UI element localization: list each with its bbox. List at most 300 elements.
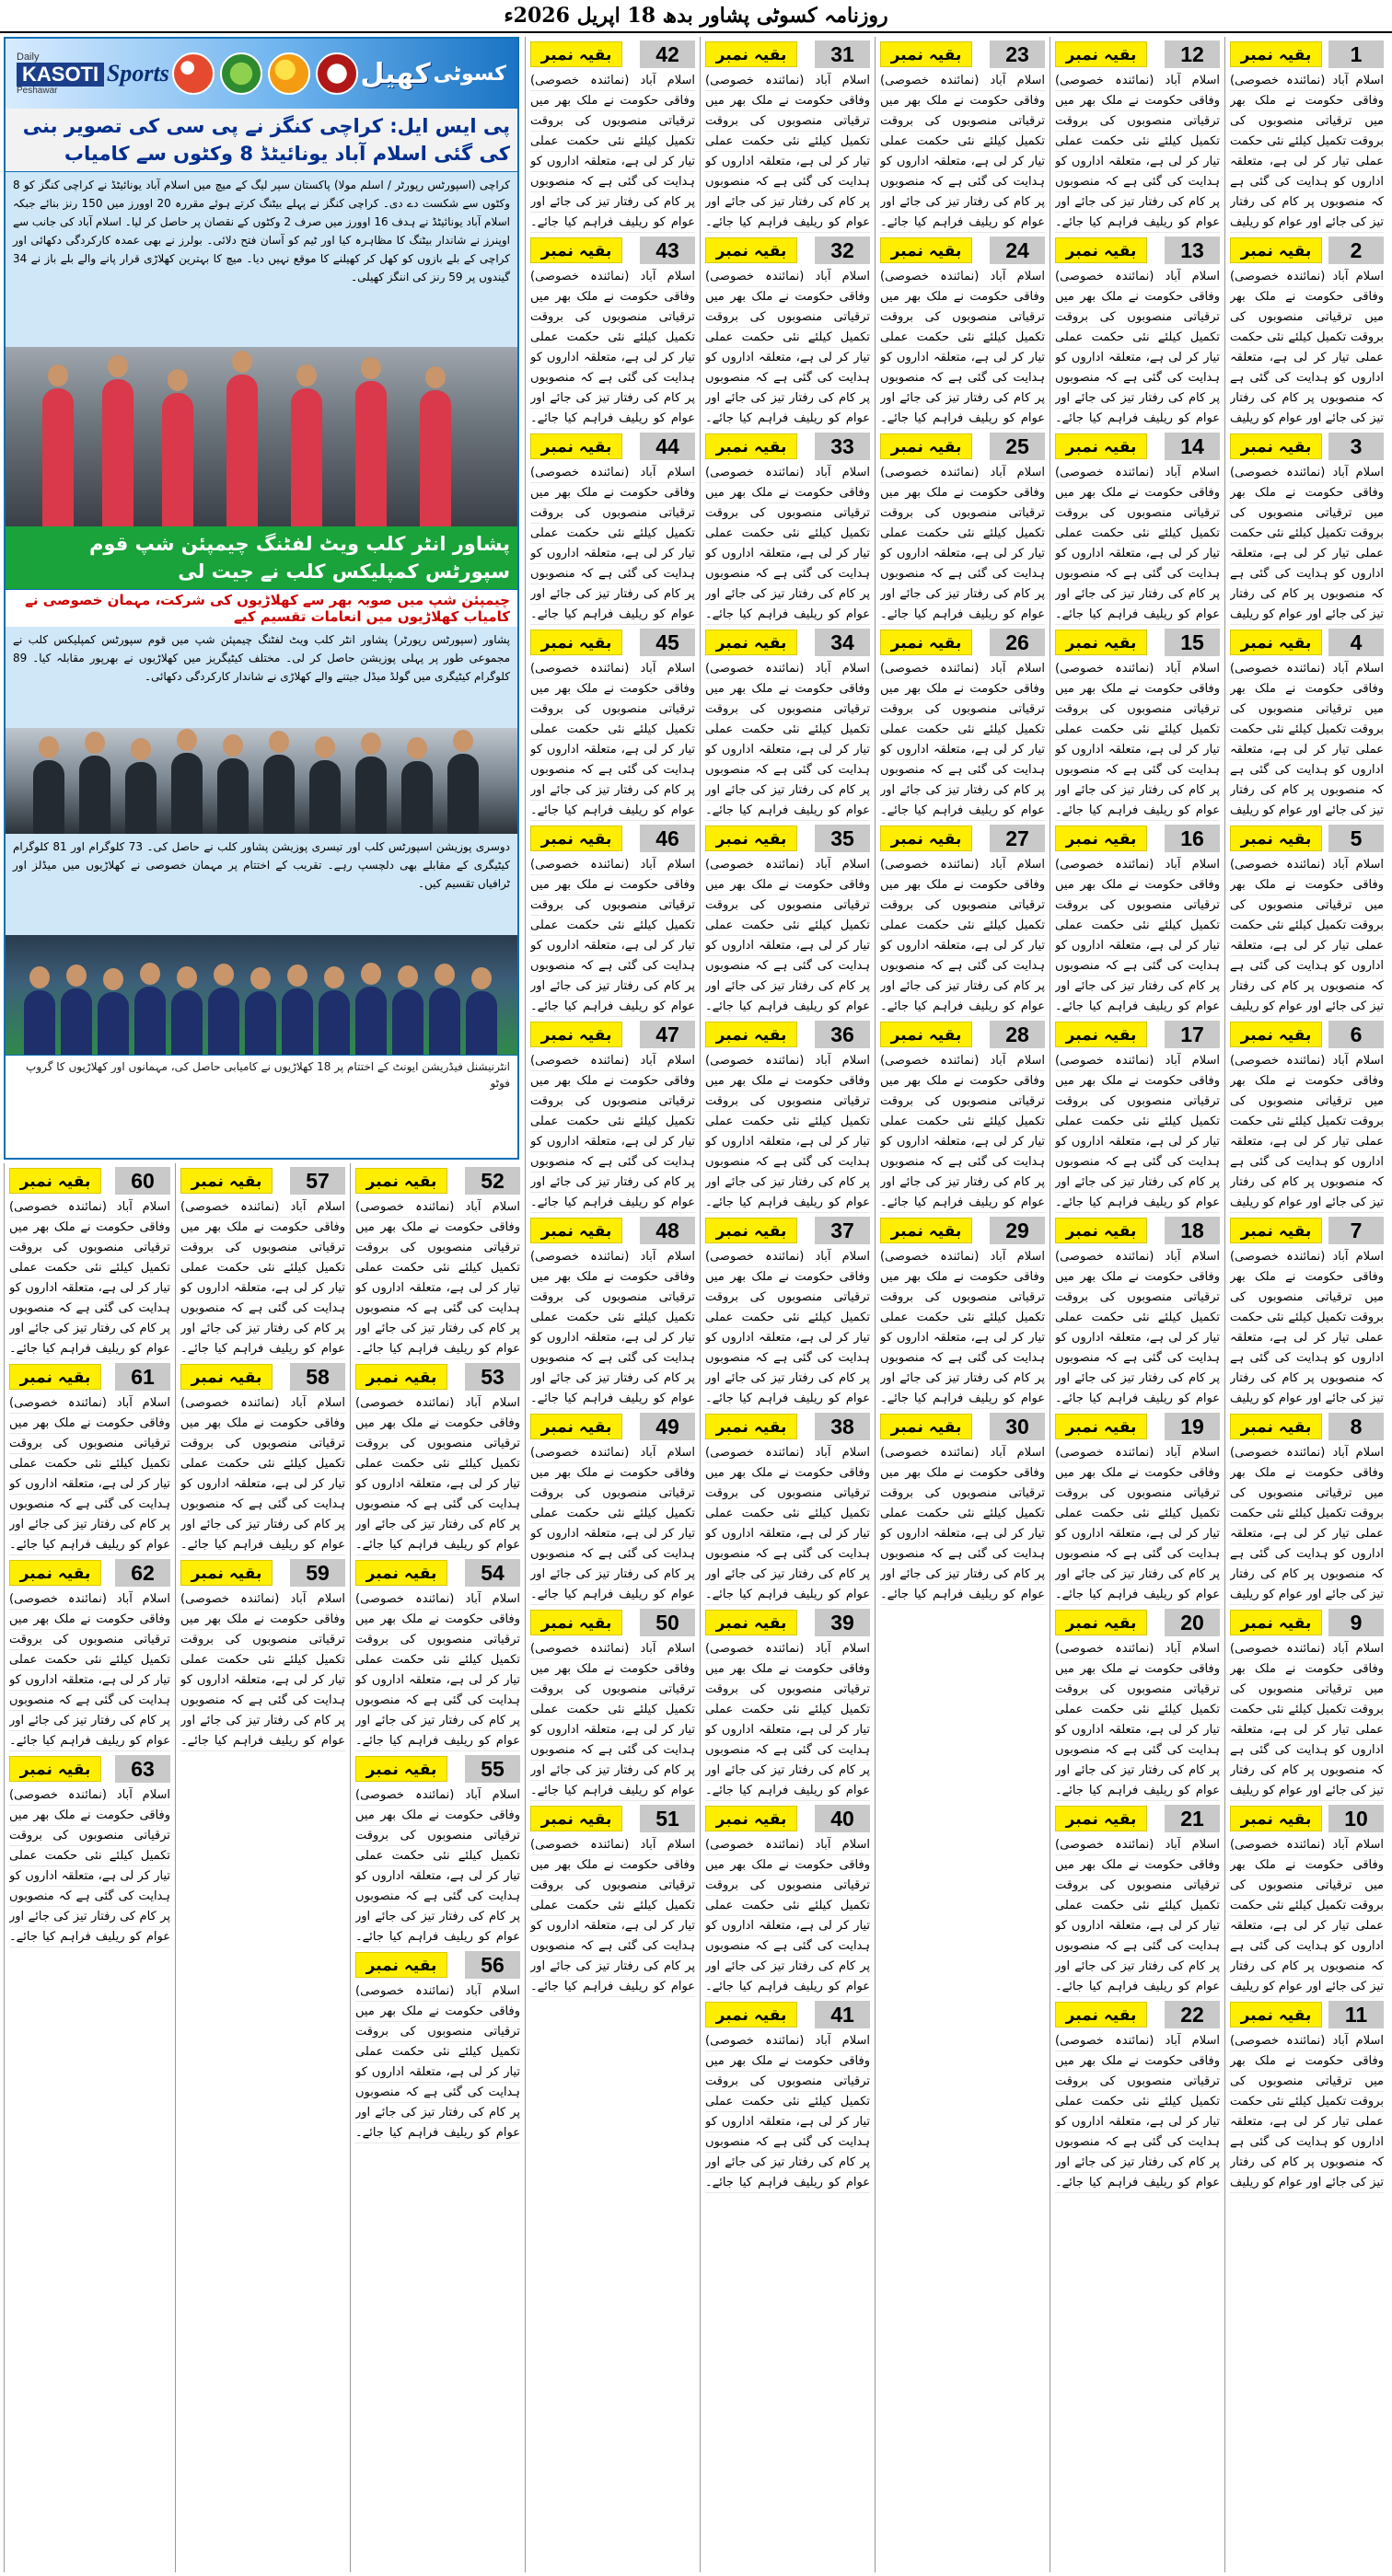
tender-label-row xyxy=(530,1217,695,1244)
tender-block-63 xyxy=(9,1755,170,1947)
tender-tag: بقیہ نمبر xyxy=(1055,2002,1147,2027)
tender-tag: بقیہ نمبر xyxy=(355,1560,447,1586)
tender-tag: بقیہ نمبر xyxy=(355,1168,447,1194)
tender-number: 21 xyxy=(1165,1805,1220,1832)
tender-body-text: اسلام آباد (نمائندہ خصوصی) وفاقی حکومت نے ملک بھر میں ترقیاتی منصوبوں کی بروقت تکمیل کیلئے نئی حکمت عملی تیار کر لی ہے، متعلقہ اداروں کو ہدایت کی گئی ہے کہ منصوبوں پر کام کی رفتار تیز کی جائے اور عوام کو ریلیف فراہم کیا جائے۔ xyxy=(530,1639,695,1801)
hockey-team-photo xyxy=(6,935,517,1055)
tender-body-text: اسلام آباد (نمائندہ خصوصی) وفاقی حکومت نے ملک بھر میں ترقیاتی منصوبوں کی بروقت تکمیل کیلئے نئی حکمت عملی تیار کر لی ہے، متعلقہ اداروں کو ہدایت کی گئی ہے کہ منصوبوں پر کام کی رفتار تیز کی جائے اور عوام کو ریلیف فراہم کیا جائے۔ xyxy=(355,1589,520,1751)
tender-label-row xyxy=(1230,1217,1384,1244)
tender-number: 48 xyxy=(640,1217,695,1244)
tender-label-row xyxy=(1230,237,1384,264)
tender-block-6 xyxy=(1230,1021,1384,1213)
tender-tag: بقیہ نمبر xyxy=(705,1218,797,1243)
tender-number: 18 xyxy=(1165,1217,1220,1244)
tender-tag: بقیہ نمبر xyxy=(355,1952,447,1978)
player-figure xyxy=(102,379,133,526)
tender-label-row xyxy=(9,1167,170,1195)
tender-label-row xyxy=(1055,1413,1220,1440)
tender-block-11 xyxy=(1230,2001,1384,2193)
tender-label-row xyxy=(530,40,695,68)
tender-label-row xyxy=(880,825,1045,852)
tender-body-text: اسلام آباد (نمائندہ خصوصی) وفاقی حکومت نے ملک بھر میں ترقیاتی منصوبوں کی بروقت تکمیل کیلئے نئی حکمت عملی تیار کر لی ہے، متعلقہ اداروں کو ہدایت کی گئی ہے کہ منصوبوں پر کام کی رفتار تیز کی جائے اور عوام کو ریلیف فراہم کیا جائے۔ xyxy=(180,1197,345,1359)
tender-number: 5 xyxy=(1328,825,1384,852)
tender-number: 11 xyxy=(1328,2001,1384,2028)
tender-label-row xyxy=(705,1021,870,1048)
tender-block-9 xyxy=(1230,1609,1384,1801)
tender-tag: بقیہ نمبر xyxy=(1230,433,1322,459)
tender-body-text: اسلام آباد (نمائندہ خصوصی) وفاقی حکومت نے ملک بھر میں ترقیاتی منصوبوں کی بروقت تکمیل کیلئے نئی حکمت عملی تیار کر لی ہے، متعلقہ اداروں کو ہدایت کی گئی ہے کہ منصوبوں پر کام کی رفتار تیز کی جائے اور عوام کو ریلیف xyxy=(1230,1835,1384,1997)
tender-block-34 xyxy=(705,629,870,821)
tender-number: 47 xyxy=(640,1021,695,1048)
tender-body-text: اسلام آباد (نمائندہ خصوصی) وفاقی حکومت نے ملک بھر میں ترقیاتی منصوبوں کی بروقت تکمیل کیلئے نئی حکمت عملی تیار کر لی ہے، متعلقہ اداروں کو ہدایت کی گئی ہے کہ منصوبوں پر کام کی رفتار تیز کی جائے اور عوام کو ریلیف فراہم کیا جائے۔ xyxy=(355,1981,520,2143)
tender-number: 9 xyxy=(1328,1609,1384,1636)
tender-tag: بقیہ نمبر xyxy=(530,630,622,655)
tender-body-text: اسلام آباد (نمائندہ خصوصی) وفاقی حکومت نے ملک بھر میں ترقیاتی منصوبوں کی بروقت تکمیل کیلئے نئی حکمت عملی تیار کر لی ہے، متعلقہ اداروں کو ہدایت کی گئی ہے کہ منصوبوں پر کام کی رفتار تیز کی جائے اور عوام کو ریلیف فراہم کیا جائے۔ xyxy=(355,1393,520,1555)
player-figure xyxy=(208,988,239,1055)
tender-label-row xyxy=(530,1413,695,1440)
tender-block-56 xyxy=(355,1951,520,2143)
tender-tag: بقیہ نمبر xyxy=(1055,237,1147,263)
tender-body-text: اسلام آباد (نمائندہ خصوصی) وفاقی حکومت نے ملک بھر میں ترقیاتی منصوبوں کی بروقت تکمیل کیلئے نئی حکمت عملی تیار کر لی ہے، متعلقہ اداروں کو ہدایت کی گئی ہے کہ منصوبوں پر کام کی رفتار تیز کی جائے اور عوام کو ریلیف فراہم کیا جائے۔ xyxy=(530,71,695,233)
tender-body-text: اسلام آباد (نمائندہ خصوصی) وفاقی حکومت نے ملک بھر میں ترقیاتی منصوبوں کی بروقت تکمیل کیلئے نئی حکمت عملی تیار کر لی ہے، متعلقہ اداروں کو ہدایت کی گئی ہے کہ منصوبوں پر کام کی رفتار تیز کی جائے اور عوام کو ریلیف فراہم کیا جائے۔ xyxy=(9,1785,170,1947)
tender-tag: بقیہ نمبر xyxy=(880,237,972,263)
tender-block-54 xyxy=(355,1559,520,1751)
tender-body-text: اسلام آباد (نمائندہ خصوصی) وفاقی حکومت نے ملک بھر میں ترقیاتی منصوبوں کی بروقت تکمیل کیلئے نئی حکمت عملی تیار کر لی ہے، متعلقہ اداروں کو ہدایت کی گئی ہے کہ منصوبوں پر کام کی رفتار تیز کی جائے اور عوام کو ریلیف فراہم کیا جائے۔ xyxy=(880,855,1045,1017)
tender-block-60 xyxy=(9,1167,170,1359)
tender-label-row xyxy=(530,1805,695,1832)
tender-label-row xyxy=(880,1021,1045,1048)
kasoti-logo xyxy=(17,52,104,96)
tender-number: 23 xyxy=(990,40,1045,68)
news-column-3 xyxy=(875,37,1050,2572)
tender-tag: بقیہ نمبر xyxy=(1055,1806,1147,1831)
tender-label-row xyxy=(1055,2001,1220,2028)
sports-brand: کسوٹی xyxy=(433,62,506,86)
tender-label-row xyxy=(705,1217,870,1244)
tender-tag: بقیہ نمبر xyxy=(1055,826,1147,851)
tender-label-row xyxy=(530,825,695,852)
tender-label-row xyxy=(705,825,870,852)
tender-number: 31 xyxy=(815,40,870,68)
tender-tag: بقیہ نمبر xyxy=(530,1414,622,1439)
tender-label-row xyxy=(1055,237,1220,264)
tender-tag: بقیہ نمبر xyxy=(1230,1414,1322,1439)
tender-body-text: اسلام آباد (نمائندہ خصوصی) وفاقی حکومت نے ملک بھر میں ترقیاتی منصوبوں کی بروقت تکمیل کیلئے نئی حکمت عملی تیار کر لی ہے، متعلقہ اداروں کو ہدایت کی گئی ہے کہ منصوبوں پر کام کی رفتار تیز کی جائے اور عوام کو ریلیف فراہم کیا جائے۔ xyxy=(1055,1443,1220,1605)
tender-block-42 xyxy=(530,40,695,233)
tender-block-24 xyxy=(880,237,1045,429)
tender-tag: بقیہ نمبر xyxy=(880,1414,972,1439)
tender-body-text: اسلام آباد (نمائندہ خصوصی) وفاقی حکومت نے ملک بھر میں ترقیاتی منصوبوں کی بروقت تکمیل کیلئے نئی حکمت عملی تیار کر لی ہے، متعلقہ اداروں کو ہدایت کی گئی ہے کہ منصوبوں پر کام کی رفتار تیز کی جائے اور عوام کو ریلیف فراہم کیا جائے۔ xyxy=(1055,267,1220,429)
tender-body-text: اسلام آباد (نمائندہ خصوصی) وفاقی حکومت نے ملک بھر میں ترقیاتی منصوبوں کی بروقت تکمیل کیلئے نئی حکمت عملی تیار کر لی ہے، متعلقہ اداروں کو ہدایت کی گئی ہے کہ منصوبوں پر کام کی رفتار تیز کی جائے اور عوام کو ریلیف فراہم کیا جائے۔ xyxy=(705,267,870,429)
player-figure xyxy=(134,987,166,1055)
tender-tag: بقیہ نمبر xyxy=(530,1806,622,1831)
tender-body-text: اسلام آباد (نمائندہ خصوصی) وفاقی حکومت نے ملک بھر میں ترقیاتی منصوبوں کی بروقت تکمیل کیلئے نئی حکمت عملی تیار کر لی ہے، متعلقہ اداروں کو ہدایت کی گئی ہے کہ منصوبوں پر کام کی رفتار تیز کی جائے اور عوام کو ریلیف فراہم کیا جائے۔ xyxy=(9,1589,170,1751)
person-figure xyxy=(355,757,387,834)
edition-line: روزنامہ کسوٹی پشاور بدھ 18 اپریل 2026ء xyxy=(504,4,888,28)
sports-story-weightlifting: پشاور (سپورٹس رپورٹر) پشاور انٹر کلب ویٹ لفٹنگ چیمپئن شپ میں قوم سپورٹس کمپلیکس کلب نے مجموعی طور پر پہلی پوزیشن حاصل کر لی۔ مختلف کیٹیگریز میں کھلاڑیوں نے بھرپور مقابلہ کیا۔ 89 کلوگرام کیٹیگری میں گولڈ میڈل جیتنے والے کھلاڑی نے شاندار کارکردگی دکھائی۔ xyxy=(6,627,517,728)
tender-label-row xyxy=(705,40,870,68)
tender-block-39 xyxy=(705,1609,870,1801)
tender-number: 49 xyxy=(640,1413,695,1440)
tender-block-50 xyxy=(530,1609,695,1801)
tender-label-row xyxy=(880,40,1045,68)
tender-label-row xyxy=(530,237,695,264)
tender-block-18 xyxy=(1055,1217,1220,1409)
tender-label-row xyxy=(705,629,870,656)
sports-subhead-weightlifting: چیمپئن شپ میں صوبہ بھر سے کھلاڑیوں کی شرکت، مہمان خصوصی نے کامیاب کھلاڑیوں میں انعامات تقسیم کیے xyxy=(6,590,517,627)
tender-block-5 xyxy=(1230,825,1384,1017)
sports-story-weightlifting-2: دوسری پوزیشن اسپورٹس کلب اور تیسری پوزیشن پشاور کلب نے حاصل کی۔ 73 کلوگرام اور 81 کلوگرام کیٹیگری کے مقابلے بھی دلچسپ رہے۔ تقریب کے اختتام پر مہمان خصوصی نے کھلاڑیوں میں میڈلز اور ٹرافیاں تقسیم کیں۔ xyxy=(6,834,517,935)
person-figure xyxy=(79,756,110,834)
tender-body-text: اسلام آباد (نمائندہ خصوصی) وفاقی حکومت نے ملک بھر میں ترقیاتی منصوبوں کی بروقت تکمیل کیلئے نئی حکمت عملی تیار کر لی ہے، متعلقہ اداروں کو ہدایت کی گئی ہے کہ منصوبوں پر کام کی رفتار تیز کی جائے اور عوام کو ریلیف فراہم کیا جائے۔ xyxy=(1055,1051,1220,1213)
tender-number: 22 xyxy=(1165,2001,1220,2028)
tender-tag: بقیہ نمبر xyxy=(705,433,797,459)
tender-tag: بقیہ نمبر xyxy=(9,1364,101,1390)
tender-body-text: اسلام آباد (نمائندہ خصوصی) وفاقی حکومت نے ملک بھر میں ترقیاتی منصوبوں کی بروقت تکمیل کیلئے نئی حکمت عملی تیار کر لی ہے، متعلقہ اداروں کو ہدایت کی گئی ہے کہ منصوبوں پر کام کی رفتار تیز کی جائے اور عوام کو ریلیف فراہم کیا جائے۔ xyxy=(880,659,1045,821)
tender-label-row xyxy=(1055,1217,1220,1244)
player-figure xyxy=(162,393,193,526)
tender-body-text: اسلام آباد (نمائندہ خصوصی) وفاقی حکومت نے ملک بھر میں ترقیاتی منصوبوں کی بروقت تکمیل کیلئے نئی حکمت عملی تیار کر لی ہے، متعلقہ اداروں کو ہدایت کی گئی ہے کہ منصوبوں پر کام کی رفتار تیز کی جائے اور عوام کو ریلیف فراہم کیا جائے۔ xyxy=(180,1589,345,1751)
player-figure xyxy=(420,390,451,526)
tender-tag: بقیہ نمبر xyxy=(1055,1414,1147,1439)
person-figure xyxy=(401,761,433,834)
person-figure xyxy=(33,760,64,834)
tender-number: 63 xyxy=(115,1755,170,1783)
tender-label-row xyxy=(1230,825,1384,852)
tender-body-text: اسلام آباد (نمائندہ خصوصی) وفاقی حکومت نے ملک بھر میں ترقیاتی منصوبوں کی بروقت تکمیل کیلئے نئی حکمت عملی تیار کر لی ہے، متعلقہ اداروں کو ہدایت کی گئی ہے کہ منصوبوں پر کام کی رفتار تیز کی جائے اور عوام کو ریلیف فراہم کیا جائے۔ xyxy=(705,1639,870,1801)
tender-body-text: اسلام آباد (نمائندہ خصوصی) وفاقی حکومت نے ملک بھر میں ترقیاتی منصوبوں کی بروقت تکمیل کیلئے نئی حکمت عملی تیار کر لی ہے، متعلقہ اداروں کو ہدایت کی گئی ہے کہ منصوبوں پر کام کی رفتار تیز کی جائے اور عوام کو ریلیف xyxy=(1230,659,1384,821)
tender-block-33 xyxy=(705,433,870,625)
tender-block-17 xyxy=(1055,1021,1220,1213)
tender-label-row xyxy=(1230,1805,1384,1832)
tender-tag: بقیہ نمبر xyxy=(1055,1022,1147,1047)
sports-headline-weightlifting: پشاور انٹر کلب ویٹ لفٹنگ چیمپئن شپ قوم سپورٹس کمپلیکس کلب نے جیت لی xyxy=(6,526,517,590)
tender-block-61 xyxy=(9,1363,170,1555)
tender-body-text: اسلام آباد (نمائندہ خصوصی) وفاقی حکومت نے ملک بھر میں ترقیاتی منصوبوں کی بروقت تکمیل کیلئے نئی حکمت عملی تیار کر لی ہے، متعلقہ اداروں کو ہدایت کی گئی ہے کہ منصوبوں پر کام کی رفتار تیز کی جائے اور عوام کو ریلیف فراہم کیا جائے۔ xyxy=(705,463,870,625)
person-figure xyxy=(171,753,203,834)
tender-body-text: اسلام آباد (نمائندہ خصوصی) وفاقی حکومت نے ملک بھر میں ترقیاتی منصوبوں کی بروقت تکمیل کیلئے نئی حکمت عملی تیار کر لی ہے، متعلقہ اداروں کو ہدایت کی گئی ہے کہ منصوبوں پر کام کی رفتار تیز کی جائے اور عوام کو ریلیف فراہم کیا جائے۔ xyxy=(705,1247,870,1409)
tender-number: 26 xyxy=(990,629,1045,656)
tender-label-row xyxy=(705,1609,870,1636)
tender-tag: بقیہ نمبر xyxy=(705,630,797,655)
tender-label-row xyxy=(180,1167,345,1195)
tender-tag: بقیہ نمبر xyxy=(9,1756,101,1782)
tender-label-row xyxy=(9,1755,170,1783)
tender-block-28 xyxy=(880,1021,1045,1213)
player-figure xyxy=(171,990,203,1055)
tender-number: 17 xyxy=(1165,1021,1220,1048)
tender-body-text: اسلام آباد (نمائندہ خصوصی) وفاقی حکومت نے ملک بھر میں ترقیاتی منصوبوں کی بروقت تکمیل کیلئے نئی حکمت عملی تیار کر لی ہے، متعلقہ اداروں کو ہدایت کی گئی ہے کہ منصوبوں پر کام کی رفتار تیز کی جائے اور عوام کو ریلیف فراہم کیا جائے۔ xyxy=(880,1051,1045,1213)
tender-tag: بقیہ نمبر xyxy=(1055,1610,1147,1635)
tender-body-text: اسلام آباد (نمائندہ خصوصی) وفاقی حکومت نے ملک بھر میں ترقیاتی منصوبوں کی بروقت تکمیل کیلئے نئی حکمت عملی تیار کر لی ہے، متعلقہ اداروں کو ہدایت کی گئی ہے کہ منصوبوں پر کام کی رفتار تیز کی جائے اور عوام کو ریلیف xyxy=(1230,855,1384,1017)
tender-number: 16 xyxy=(1165,825,1220,852)
tender-block-7 xyxy=(1230,1217,1384,1409)
tender-label-row xyxy=(1055,825,1220,852)
tender-label-row xyxy=(1055,40,1220,68)
tender-number: 14 xyxy=(1165,433,1220,460)
tender-block-30 xyxy=(880,1413,1045,1605)
tender-block-52 xyxy=(355,1167,520,1359)
tender-block-13 xyxy=(1055,237,1220,429)
tender-number: 35 xyxy=(815,825,870,852)
tender-number: 20 xyxy=(1165,1609,1220,1636)
tender-block-1 xyxy=(1230,40,1384,233)
tender-block-37 xyxy=(705,1217,870,1409)
tender-body-text: اسلام آباد (نمائندہ خصوصی) وفاقی حکومت نے ملک بھر میں ترقیاتی منصوبوں کی بروقت تکمیل کیلئے نئی حکمت عملی تیار کر لی ہے، متعلقہ اداروں کو ہدایت کی گئی ہے کہ منصوبوں پر کام کی رفتار تیز کی جائے اور عوام کو ریلیف فراہم کیا جائے۔ xyxy=(880,71,1045,233)
tender-number: 8 xyxy=(1328,1413,1384,1440)
tender-number: 28 xyxy=(990,1021,1045,1048)
tender-block-43 xyxy=(530,237,695,429)
tennis-ball-icon xyxy=(220,52,262,95)
logo-name: KASOTI xyxy=(17,63,104,87)
sports-urdu-title: کھیل xyxy=(360,57,431,90)
tender-tag: بقیہ نمبر xyxy=(530,1610,622,1635)
tender-body-text: اسلام آباد (نمائندہ خصوصی) وفاقی حکومت نے ملک بھر میں ترقیاتی منصوبوں کی بروقت تکمیل کیلئے نئی حکمت عملی تیار کر لی ہے، متعلقہ اداروں کو ہدایت کی گئی ہے کہ منصوبوں پر کام کی رفتار تیز کی جائے اور عوام کو ریلیف xyxy=(1230,1443,1384,1605)
tender-block-4 xyxy=(1230,629,1384,821)
player-figure xyxy=(429,988,460,1055)
tender-body-text: اسلام آباد (نمائندہ خصوصی) وفاقی حکومت نے ملک بھر میں ترقیاتی منصوبوں کی بروقت تکمیل کیلئے نئی حکمت عملی تیار کر لی ہے، متعلقہ اداروں کو ہدایت کی گئی ہے کہ منصوبوں پر کام کی رفتار تیز کی جائے اور عوام کو ریلیف فراہم کیا جائے۔ xyxy=(880,463,1045,625)
tender-tag: بقیہ نمبر xyxy=(880,1218,972,1243)
tender-tag: بقیہ نمبر xyxy=(1230,826,1322,851)
tender-tag: بقیہ نمبر xyxy=(1230,1218,1322,1243)
tender-block-58 xyxy=(180,1363,345,1555)
tender-block-20 xyxy=(1055,1609,1220,1801)
tender-block-46 xyxy=(530,825,695,1017)
sports-section xyxy=(4,37,519,1160)
tender-body-text: اسلام آباد (نمائندہ خصوصی) وفاقی حکومت نے ملک بھر میں ترقیاتی منصوبوں کی بروقت تکمیل کیلئے نئی حکمت عملی تیار کر لی ہے، متعلقہ اداروں کو ہدایت کی گئی ہے کہ منصوبوں پر کام کی رفتار تیز کی جائے اور عوام کو ریلیف فراہم کیا جائے۔ xyxy=(1055,1247,1220,1409)
tender-number: 36 xyxy=(815,1021,870,1048)
tender-label-row xyxy=(880,433,1045,460)
tender-tag: بقیہ نمبر xyxy=(1055,41,1147,67)
tender-block-41 xyxy=(705,2001,870,2193)
tender-body-text: اسلام آباد (نمائندہ خصوصی) وفاقی حکومت نے ملک بھر میں ترقیاتی منصوبوں کی بروقت تکمیل کیلئے نئی حکمت عملی تیار کر لی ہے، متعلقہ اداروں کو ہدایت کی گئی ہے کہ منصوبوں پر کام کی رفتار تیز کی جائے اور عوام کو ریلیف فراہم کیا جائے۔ xyxy=(705,2031,870,2193)
tender-number: 10 xyxy=(1328,1805,1384,1832)
tender-tag: بقیہ نمبر xyxy=(1055,630,1147,655)
tender-number: 58 xyxy=(290,1363,345,1391)
tender-number: 30 xyxy=(990,1413,1045,1440)
tender-label-row xyxy=(355,1167,520,1195)
player-figure xyxy=(319,990,350,1055)
tender-number: 45 xyxy=(640,629,695,656)
tender-number: 55 xyxy=(465,1755,520,1783)
tender-label-row xyxy=(1055,1805,1220,1832)
tender-label-row xyxy=(530,433,695,460)
tender-number: 34 xyxy=(815,629,870,656)
tender-body-text: اسلام آباد (نمائندہ خصوصی) وفاقی حکومت نے ملک بھر میں ترقیاتی منصوبوں کی بروقت تکمیل کیلئے نئی حکمت عملی تیار کر لی ہے، متعلقہ اداروں کو ہدایت کی گئی ہے کہ منصوبوں پر کام کی رفتار تیز کی جائے اور عوام کو ریلیف فراہم کیا جائے۔ xyxy=(530,1443,695,1605)
tender-body-text: اسلام آباد (نمائندہ خصوصی) وفاقی حکومت نے ملک بھر میں ترقیاتی منصوبوں کی بروقت تکمیل کیلئے نئی حکمت عملی تیار کر لی ہے، متعلقہ اداروں کو ہدایت کی گئی ہے کہ منصوبوں پر کام کی رفتار تیز کی جائے اور عوام کو ریلیف فراہم کیا جائے۔ xyxy=(530,1835,695,1997)
player-figure xyxy=(355,381,387,526)
tender-tag: بقیہ نمبر xyxy=(530,1218,622,1243)
lower-news-column-3 xyxy=(4,1163,175,2572)
tender-body-text: اسلام آباد (نمائندہ خصوصی) وفاقی حکومت نے ملک بھر میں ترقیاتی منصوبوں کی بروقت تکمیل کیلئے نئی حکمت عملی تیار کر لی ہے، متعلقہ اداروں کو ہدایت کی گئی ہے کہ منصوبوں پر کام کی رفتار تیز کی جائے اور عوام کو ریلیف xyxy=(1230,1247,1384,1409)
tender-body-text: اسلام آباد (نمائندہ خصوصی) وفاقی حکومت نے ملک بھر میں ترقیاتی منصوبوں کی بروقت تکمیل کیلئے نئی حکمت عملی تیار کر لی ہے، متعلقہ اداروں کو ہدایت کی گئی ہے کہ منصوبوں پر کام کی رفتار تیز کی جائے اور عوام کو ریلیف فراہم کیا جائے۔ xyxy=(880,1443,1045,1605)
player-figure xyxy=(61,988,92,1055)
lower-news-column-1 xyxy=(350,1163,525,2572)
weightlifting-group-photo xyxy=(6,728,517,834)
tender-label-row xyxy=(530,1609,695,1636)
tender-body-text: اسلام آباد (نمائندہ خصوصی) وفاقی حکومت نے ملک بھر میں ترقیاتی منصوبوں کی بروقت تکمیل کیلئے نئی حکمت عملی تیار کر لی ہے، متعلقہ اداروں کو ہدایت کی گئی ہے کہ منصوبوں پر کام کی رفتار تیز کی جائے اور عوام کو ریلیف فراہم کیا جائے۔ xyxy=(355,1197,520,1359)
tender-block-14 xyxy=(1055,433,1220,625)
tender-block-45 xyxy=(530,629,695,821)
tender-block-19 xyxy=(1055,1413,1220,1605)
tender-number: 60 xyxy=(115,1167,170,1195)
tender-body-text: اسلام آباد (نمائندہ خصوصی) وفاقی حکومت نے ملک بھر میں ترقیاتی منصوبوں کی بروقت تکمیل کیلئے نئی حکمت عملی تیار کر لی ہے، متعلقہ اداروں کو ہدایت کی گئی ہے کہ منصوبوں پر کام کی رفتار تیز کی جائے اور عوام کو ریلیف فراہم کیا جائے۔ xyxy=(705,71,870,233)
sports-story-psl: کراچی (اسپورٹس رپورٹر / اسلم مولا) پاکستان سپر لیگ کے میچ میں اسلام آباد یونائیٹڈ نے کراچی کنگز کو 8 وکٹوں سے شکست دے دی۔ کراچی کنگز نے پہلے بیٹنگ کرتے ہوئے مقررہ 20 اوورز میں 150 رنز بنائے جبکہ اسلام آباد یونائیٹڈ نے ہدف 16 اوورز میں صرف 2 وکٹوں کے نقصان پر حاصل کر لیا۔ اسلام آباد کی جانب سے اوپنرز نے شاندار بیٹنگ کا مظاہرہ کیا اور ٹیم کو آسان فتح دلائی۔ بولرز نے بھی عمدہ کارکردگی دکھائی اور کراچی کے بلے بازوں کو کھل کر کھیلنے کا موقع نہیں دیا۔ میچ کا بہترین کھلاڑی قرار پانے والے بلے باز نے 34 گیندوں پر 59 رنز کی اننگز کھیلی۔ xyxy=(6,172,517,347)
tender-tag: بقیہ نمبر xyxy=(880,826,972,851)
tender-label-row xyxy=(1230,1413,1384,1440)
player-figure xyxy=(42,388,74,526)
news-column-2 xyxy=(1050,37,1224,2572)
tender-label-row xyxy=(355,1951,520,1979)
tender-tag: بقیہ نمبر xyxy=(180,1560,273,1586)
tender-tag: بقیہ نمبر xyxy=(1230,1022,1322,1047)
tender-tag: بقیہ نمبر xyxy=(1230,1806,1322,1831)
tender-block-47 xyxy=(530,1021,695,1213)
tender-block-59 xyxy=(180,1559,345,1751)
tender-number: 38 xyxy=(815,1413,870,1440)
tender-label-row xyxy=(880,1413,1045,1440)
tender-tag: بقیہ نمبر xyxy=(530,433,622,459)
cricket-ball-icon xyxy=(172,52,215,95)
tender-tag: بقیہ نمبر xyxy=(530,237,622,263)
tender-number: 46 xyxy=(640,825,695,852)
tender-body-text: اسلام آباد (نمائندہ خصوصی) وفاقی حکومت نے ملک بھر میں ترقیاتی منصوبوں کی بروقت تکمیل کیلئے نئی حکمت عملی تیار کر لی ہے، متعلقہ اداروں کو ہدایت کی گئی ہے کہ منصوبوں پر کام کی رفتار تیز کی جائے اور عوام کو ریلیف xyxy=(1230,71,1384,233)
tender-tag: بقیہ نمبر xyxy=(9,1560,101,1586)
tender-tag: بقیہ نمبر xyxy=(1055,433,1147,459)
player-figure xyxy=(282,988,313,1055)
tender-body-text: اسلام آباد (نمائندہ خصوصی) وفاقی حکومت نے ملک بھر میں ترقیاتی منصوبوں کی بروقت تکمیل کیلئے نئی حکمت عملی تیار کر لی ہے، متعلقہ اداروں کو ہدایت کی گئی ہے کہ منصوبوں پر کام کی رفتار تیز کی جائے اور عوام کو ریلیف فراہم کیا جائے۔ xyxy=(1055,659,1220,821)
tender-label-row xyxy=(705,433,870,460)
tender-label-row xyxy=(355,1363,520,1391)
tender-block-3 xyxy=(1230,433,1384,625)
tender-block-26 xyxy=(880,629,1045,821)
tender-label-row xyxy=(9,1363,170,1391)
tender-label-row xyxy=(880,629,1045,656)
tender-number: 32 xyxy=(815,237,870,264)
tender-block-8 xyxy=(1230,1413,1384,1605)
cricket-team-photo xyxy=(6,347,517,526)
tender-body-text: اسلام آباد (نمائندہ خصوصی) وفاقی حکومت نے ملک بھر میں ترقیاتی منصوبوں کی بروقت تکمیل کیلئے نئی حکمت عملی تیار کر لی ہے، متعلقہ اداروں کو ہدایت کی گئی ہے کہ منصوبوں پر کام کی رفتار تیز کی جائے اور عوام کو ریلیف xyxy=(1230,267,1384,429)
tender-block-44 xyxy=(530,433,695,625)
player-figure xyxy=(24,990,55,1055)
hockey-photo-caption: انٹرنیشنل فیڈریشن ایونٹ کے اختتام پر 18 کھلاڑیوں نے کامیابی حاصل کی، مہمانوں اور کھلاڑیوں کا گروپ فوٹو xyxy=(6,1055,517,1094)
tender-number: 25 xyxy=(990,433,1045,460)
tender-tag: بقیہ نمبر xyxy=(530,41,622,67)
person-figure xyxy=(447,754,479,834)
tender-label-row xyxy=(1230,433,1384,460)
tender-number: 12 xyxy=(1165,40,1220,68)
tender-body-text: اسلام آباد (نمائندہ خصوصی) وفاقی حکومت نے ملک بھر میں ترقیاتی منصوبوں کی بروقت تکمیل کیلئے نئی حکمت عملی تیار کر لی ہے، متعلقہ اداروں کو ہدایت کی گئی ہے کہ منصوبوں پر کام کی رفتار تیز کی جائے اور عوام کو ریلیف فراہم کیا جائے۔ xyxy=(530,1051,695,1213)
tender-tag: بقیہ نمبر xyxy=(880,433,972,459)
tender-number: 29 xyxy=(990,1217,1045,1244)
tender-body-text: اسلام آباد (نمائندہ خصوصی) وفاقی حکومت نے ملک بھر میں ترقیاتی منصوبوں کی بروقت تکمیل کیلئے نئی حکمت عملی تیار کر لی ہے، متعلقہ اداروں کو ہدایت کی گئی ہے کہ منصوبوں پر کام کی رفتار تیز کی جائے اور عوام کو ریلیف فراہم کیا جائے۔ xyxy=(705,855,870,1017)
tender-label-row xyxy=(705,2001,870,2028)
player-figure xyxy=(98,992,129,1055)
tender-number: 1 xyxy=(1328,40,1384,68)
tender-body-text: اسلام آباد (نمائندہ خصوصی) وفاقی حکومت نے ملک بھر میں ترقیاتی منصوبوں کی بروقت تکمیل کیلئے نئی حکمت عملی تیار کر لی ہے، متعلقہ اداروں کو ہدایت کی گئی ہے کہ منصوبوں پر کام کی رفتار تیز کی جائے اور عوام کو ریلیف xyxy=(1230,2031,1384,2193)
tender-number: 15 xyxy=(1165,629,1220,656)
tender-tag: بقیہ نمبر xyxy=(1230,237,1322,263)
tender-body-text: اسلام آباد (نمائندہ خصوصی) وفاقی حکومت نے ملک بھر میں ترقیاتی منصوبوں کی بروقت تکمیل کیلئے نئی حکمت عملی تیار کر لی ہے، متعلقہ اداروں کو ہدایت کی گئی ہے کہ منصوبوں پر کام کی رفتار تیز کی جائے اور عوام کو ریلیف فراہم کیا جائے۔ xyxy=(1055,855,1220,1017)
tender-number: 6 xyxy=(1328,1021,1384,1048)
tender-label-row xyxy=(180,1363,345,1391)
tender-block-22 xyxy=(1055,2001,1220,2193)
tender-tag: بقیہ نمبر xyxy=(355,1756,447,1782)
tender-number: 33 xyxy=(815,433,870,460)
tender-body-text: اسلام آباد (نمائندہ خصوصی) وفاقی حکومت نے ملک بھر میں ترقیاتی منصوبوں کی بروقت تکمیل کیلئے نئی حکمت عملی تیار کر لی ہے، متعلقہ اداروں کو ہدایت کی گئی ہے کہ منصوبوں پر کام کی رفتار تیز کی جائے اور عوام کو ریلیف فراہم کیا جائے۔ xyxy=(9,1393,170,1555)
tender-number: 53 xyxy=(465,1363,520,1391)
player-figure xyxy=(291,388,322,526)
tender-number: 50 xyxy=(640,1609,695,1636)
tender-body-text: اسلام آباد (نمائندہ خصوصی) وفاقی حکومت نے ملک بھر میں ترقیاتی منصوبوں کی بروقت تکمیل کیلئے نئی حکمت عملی تیار کر لی ہے، متعلقہ اداروں کو ہدایت کی گئی ہے کہ منصوبوں پر کام کی رفتار تیز کی جائے اور عوام کو ریلیف فراہم کیا جائے۔ xyxy=(530,1247,695,1409)
tender-label-row xyxy=(880,1217,1045,1244)
tender-body-text: اسلام آباد (نمائندہ خصوصی) وفاقی حکومت نے ملک بھر میں ترقیاتی منصوبوں کی بروقت تکمیل کیلئے نئی حکمت عملی تیار کر لی ہے، متعلقہ اداروں کو ہدایت کی گئی ہے کہ منصوبوں پر کام کی رفتار تیز کی جائے اور عوام کو ریلیف فراہم کیا جائے۔ xyxy=(705,1835,870,1997)
person-figure xyxy=(125,762,157,834)
tender-number: 61 xyxy=(115,1363,170,1391)
tender-tag: بقیہ نمبر xyxy=(355,1364,447,1390)
tender-tag: بقیہ نمبر xyxy=(880,630,972,655)
tender-block-15 xyxy=(1055,629,1220,821)
player-figure xyxy=(226,375,258,526)
tender-label-row xyxy=(1230,1021,1384,1048)
news-column-4 xyxy=(700,37,875,2572)
tender-tag: بقیہ نمبر xyxy=(9,1168,101,1194)
tender-number: 44 xyxy=(640,433,695,460)
tender-block-53 xyxy=(355,1363,520,1555)
tender-tag: بقیہ نمبر xyxy=(880,1022,972,1047)
tender-tag: بقیہ نمبر xyxy=(705,1022,797,1047)
news-column-1 xyxy=(1224,37,1388,2572)
tender-number: 27 xyxy=(990,825,1045,852)
tender-body-text: اسلام آباد (نمائندہ خصوصی) وفاقی حکومت نے ملک بھر میں ترقیاتی منصوبوں کی بروقت تکمیل کیلئے نئی حکمت عملی تیار کر لی ہے، متعلقہ اداروں کو ہدایت کی گئی ہے کہ منصوبوں پر کام کی رفتار تیز کی جائے اور عوام کو ریلیف فراہم کیا جائے۔ xyxy=(705,1443,870,1605)
player-figure xyxy=(355,987,387,1055)
tender-label-row xyxy=(530,1021,695,1048)
tender-label-row xyxy=(705,237,870,264)
tender-body-text: اسلام آباد (نمائندہ خصوصی) وفاقی حکومت نے ملک بھر میں ترقیاتی منصوبوں کی بروقت تکمیل کیلئے نئی حکمت عملی تیار کر لی ہے، متعلقہ اداروں کو ہدایت کی گئی ہے کہ منصوبوں پر کام کی رفتار تیز کی جائے اور عوام کو ریلیف فراہم کیا جائے۔ xyxy=(1055,1835,1220,1997)
lower-news-column-2 xyxy=(175,1163,350,2572)
person-figure xyxy=(309,760,341,834)
person-figure xyxy=(263,755,295,834)
tender-tag: بقیہ نمبر xyxy=(705,1610,797,1635)
tender-label-row xyxy=(355,1755,520,1783)
news-column-5 xyxy=(525,37,700,2572)
tender-label-row xyxy=(1055,629,1220,656)
tender-number: 57 xyxy=(290,1167,345,1195)
tender-body-text: اسلام آباد (نمائندہ خصوصی) وفاقی حکومت نے ملک بھر میں ترقیاتی منصوبوں کی بروقت تکمیل کیلئے نئی حکمت عملی تیار کر لی ہے، متعلقہ اداروں کو ہدایت کی گئی ہے کہ منصوبوں پر کام کی رفتار تیز کی جائے اور عوام کو ریلیف فراہم کیا جائے۔ xyxy=(530,659,695,821)
tender-label-row xyxy=(1230,40,1384,68)
tender-label-row xyxy=(355,1559,520,1587)
masthead xyxy=(0,0,1392,33)
tender-block-29 xyxy=(880,1217,1045,1409)
tender-body-text: اسلام آباد (نمائندہ خصوصی) وفاقی حکومت نے ملک بھر میں ترقیاتی منصوبوں کی بروقت تکمیل کیلئے نئی حکمت عملی تیار کر لی ہے، متعلقہ اداروں کو ہدایت کی گئی ہے کہ منصوبوں پر کام کی رفتار تیز کی جائے اور عوام کو ریلیف فراہم کیا جائے۔ xyxy=(1055,71,1220,233)
tender-block-62 xyxy=(9,1559,170,1751)
tender-tag: بقیہ نمبر xyxy=(1230,630,1322,655)
sports-banner xyxy=(6,39,517,109)
tender-number: 3 xyxy=(1328,433,1384,460)
tender-block-16 xyxy=(1055,825,1220,1017)
tender-body-text: اسلام آباد (نمائندہ خصوصی) وفاقی حکومت نے ملک بھر میں ترقیاتی منصوبوں کی بروقت تکمیل کیلئے نئی حکمت عملی تیار کر لی ہے، متعلقہ اداروں کو ہدایت کی گئی ہے کہ منصوبوں پر کام کی رفتار تیز کی جائے اور عوام کو ریلیف فراہم کیا جائے۔ xyxy=(530,855,695,1017)
tender-tag: بقیہ نمبر xyxy=(1230,2002,1322,2027)
tender-block-55 xyxy=(355,1755,520,1947)
tender-body-text: اسلام آباد (نمائندہ خصوصی) وفاقی حکومت نے ملک بھر میں ترقیاتی منصوبوں کی بروقت تکمیل کیلئے نئی حکمت عملی تیار کر لی ہے، متعلقہ اداروں کو ہدایت کی گئی ہے کہ منصوبوں پر کام کی رفتار تیز کی جائے اور عوام کو ریلیف فراہم کیا جائے۔ xyxy=(705,1051,870,1213)
tender-body-text: اسلام آباد (نمائندہ خصوصی) وفاقی حکومت نے ملک بھر میں ترقیاتی منصوبوں کی بروقت تکمیل کیلئے نئی حکمت عملی تیار کر لی ہے، متعلقہ اداروں کو ہدایت کی گئی ہے کہ منصوبوں پر کام کی رفتار تیز کی جائے اور عوام کو ریلیف فراہم کیا جائے۔ xyxy=(355,1785,520,1947)
tender-tag: بقیہ نمبر xyxy=(705,2002,797,2027)
tender-block-35 xyxy=(705,825,870,1017)
tender-number: 43 xyxy=(640,237,695,264)
tender-block-27 xyxy=(880,825,1045,1017)
tender-body-text: اسلام آباد (نمائندہ خصوصی) وفاقی حکومت نے ملک بھر میں ترقیاتی منصوبوں کی بروقت تکمیل کیلئے نئی حکمت عملی تیار کر لی ہے، متعلقہ اداروں کو ہدایت کی گئی ہے کہ منصوبوں پر کام کی رفتار تیز کی جائے اور عوام کو ریلیف فراہم کیا جائے۔ xyxy=(1055,463,1220,625)
tender-number: 40 xyxy=(815,1805,870,1832)
